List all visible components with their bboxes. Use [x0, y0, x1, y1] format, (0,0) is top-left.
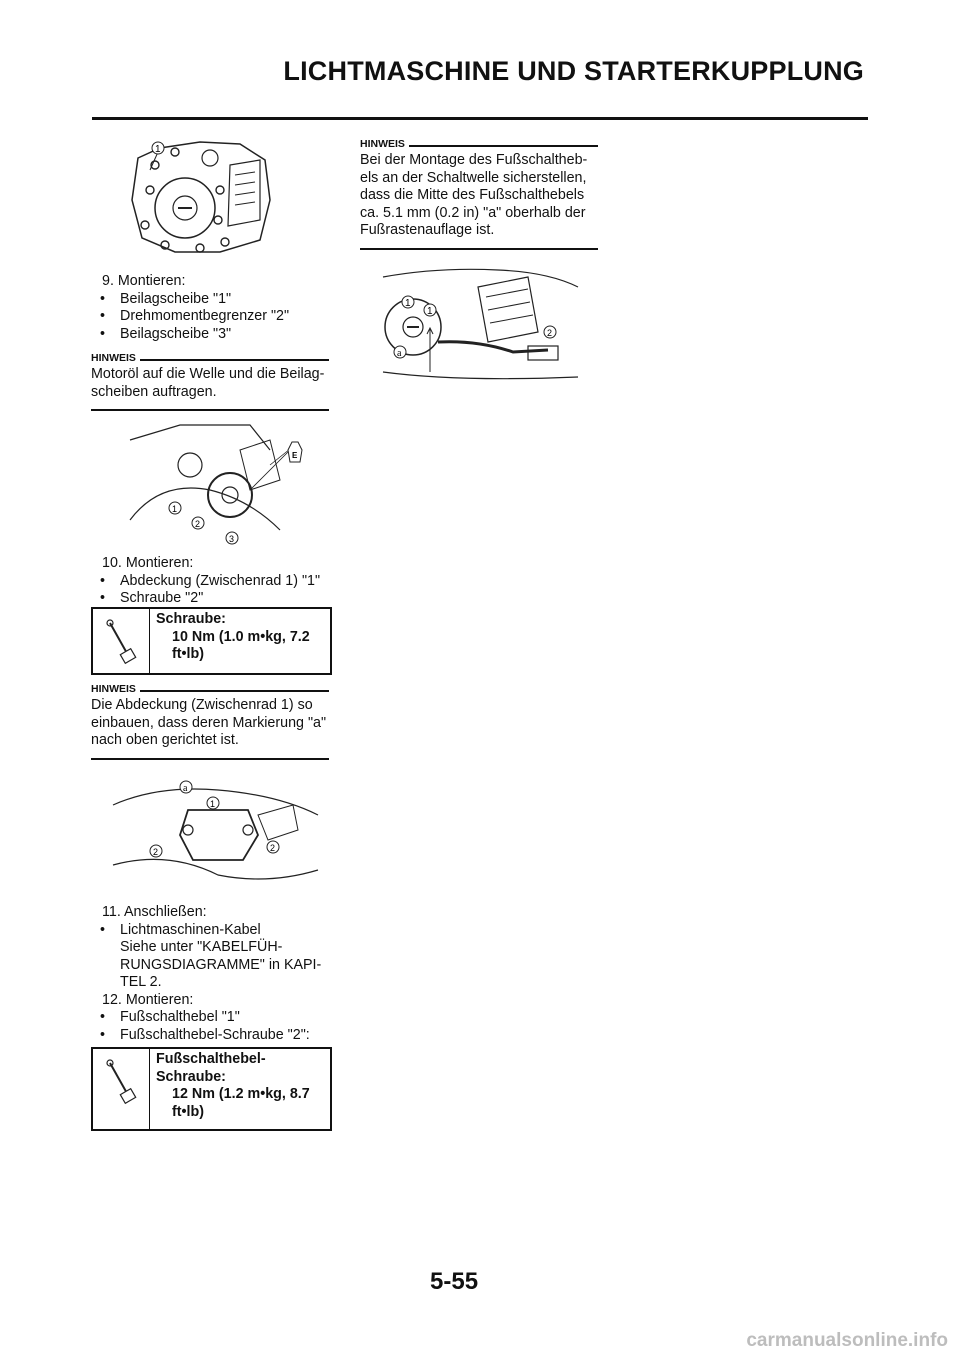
step-11-12 — [92, 904, 332, 1044]
step-title: 10. Montieren: — [102, 555, 194, 571]
callout-label: 1 — [155, 144, 161, 155]
callout-label: 2 — [195, 519, 201, 529]
step-9 — [92, 273, 332, 343]
note-label: HINWEIS — [360, 138, 405, 150]
note-line: ca. 5.1 mm (0.2 in) "a" oberhalb der — [360, 204, 586, 221]
torque-wrench-icon — [104, 619, 138, 667]
callout-label: 3 — [229, 534, 235, 544]
step-title: 12. Montieren: — [102, 991, 194, 1008]
callout-label: 1 — [427, 306, 433, 317]
torque-spec-box — [91, 607, 332, 675]
note-line: Fußrastenauflage ist. — [360, 222, 495, 238]
torque-spec-box — [91, 1047, 332, 1131]
note-line: einbauen, dass deren Markierung "a" — [91, 714, 327, 731]
shift-pedal-figure — [378, 262, 583, 392]
list-subtext: Siehe unter "KABELFÜH- — [120, 939, 283, 955]
torque-value: 12 Nm (1.2 m•kg, 8.7 — [172, 1086, 310, 1102]
step-title: 9. Montieren: — [102, 273, 186, 289]
page-title: LICHTMASCHINE UND STARTERKUPPLUNG — [283, 56, 864, 86]
idler-gear-cover-figure — [108, 775, 323, 890]
note-line: Motoröl auf die Welle und die Beilag- — [91, 366, 325, 382]
callout-label: 1 — [405, 298, 411, 309]
callout-label: 2 — [270, 843, 276, 853]
step-10 — [92, 555, 332, 608]
watermark: carmanualsonline.info — [746, 1330, 948, 1351]
note-line: els an der Schaltwelle sicherstellen, — [360, 169, 587, 186]
list-item: • Fußschalthebel-Schraube "2": — [92, 1027, 332, 1045]
note-line: scheiben auftragen. — [91, 383, 217, 400]
torque-value: ft•lb) — [172, 646, 204, 662]
note-label: HINWEIS — [91, 683, 136, 695]
note-line: Bei der Montage des Fußschaltheb- — [360, 152, 588, 168]
list-item: • Lichtmaschinen-Kabel — [92, 922, 332, 940]
header-rule — [92, 117, 868, 120]
torque-limiter-figure — [120, 420, 315, 550]
note-line: dass die Mitte des Fußschalthebels — [360, 187, 585, 203]
note-box — [360, 138, 598, 250]
note-line: Die Abdeckung (Zwischenrad 1) so — [91, 697, 313, 713]
callout-label: 2 — [153, 847, 159, 857]
list-item: • Abdeckung (Zwischenrad 1) "1" — [92, 573, 332, 591]
torque-name: Schraube: — [156, 611, 226, 627]
note-box — [91, 352, 329, 411]
list-subtext: TEL 2. — [120, 974, 162, 990]
engine-cover-figure — [120, 130, 280, 260]
note-label: HINWEIS — [91, 352, 136, 364]
list-item: • Beilagscheibe "1" — [92, 291, 332, 309]
torque-name: Fußschalthebel- — [156, 1051, 266, 1067]
list-item: • Fußschalthebel "1" — [92, 1009, 332, 1027]
list-item: • Drehmomentbegrenzer "2" — [92, 308, 332, 326]
list-subtext: RUNGSDIAGRAMME" in KAPI- — [120, 956, 322, 973]
list-item: • Beilagscheibe "3" — [92, 326, 332, 344]
torque-wrench-icon — [104, 1059, 138, 1107]
page-number: 5-55 — [430, 1268, 479, 1295]
callout-label: a — [397, 348, 402, 359]
torque-value: 10 Nm (1.0 m•kg, 7.2 — [172, 628, 310, 645]
note-box — [91, 683, 329, 760]
callout-label: 2 — [547, 328, 553, 338]
torque-value: ft•lb) — [172, 1103, 204, 1120]
callout-label: E — [292, 451, 298, 460]
list-item: • Schraube "2" — [92, 590, 332, 608]
step-title: 11. Anschließen: — [102, 904, 207, 920]
note-line: nach oben gerichtet ist. — [91, 732, 239, 748]
callout-label: 1 — [172, 504, 178, 514]
callout-label: 1 — [210, 799, 216, 809]
callout-label: a — [183, 783, 188, 794]
torque-name: Schraube: — [156, 1068, 226, 1085]
